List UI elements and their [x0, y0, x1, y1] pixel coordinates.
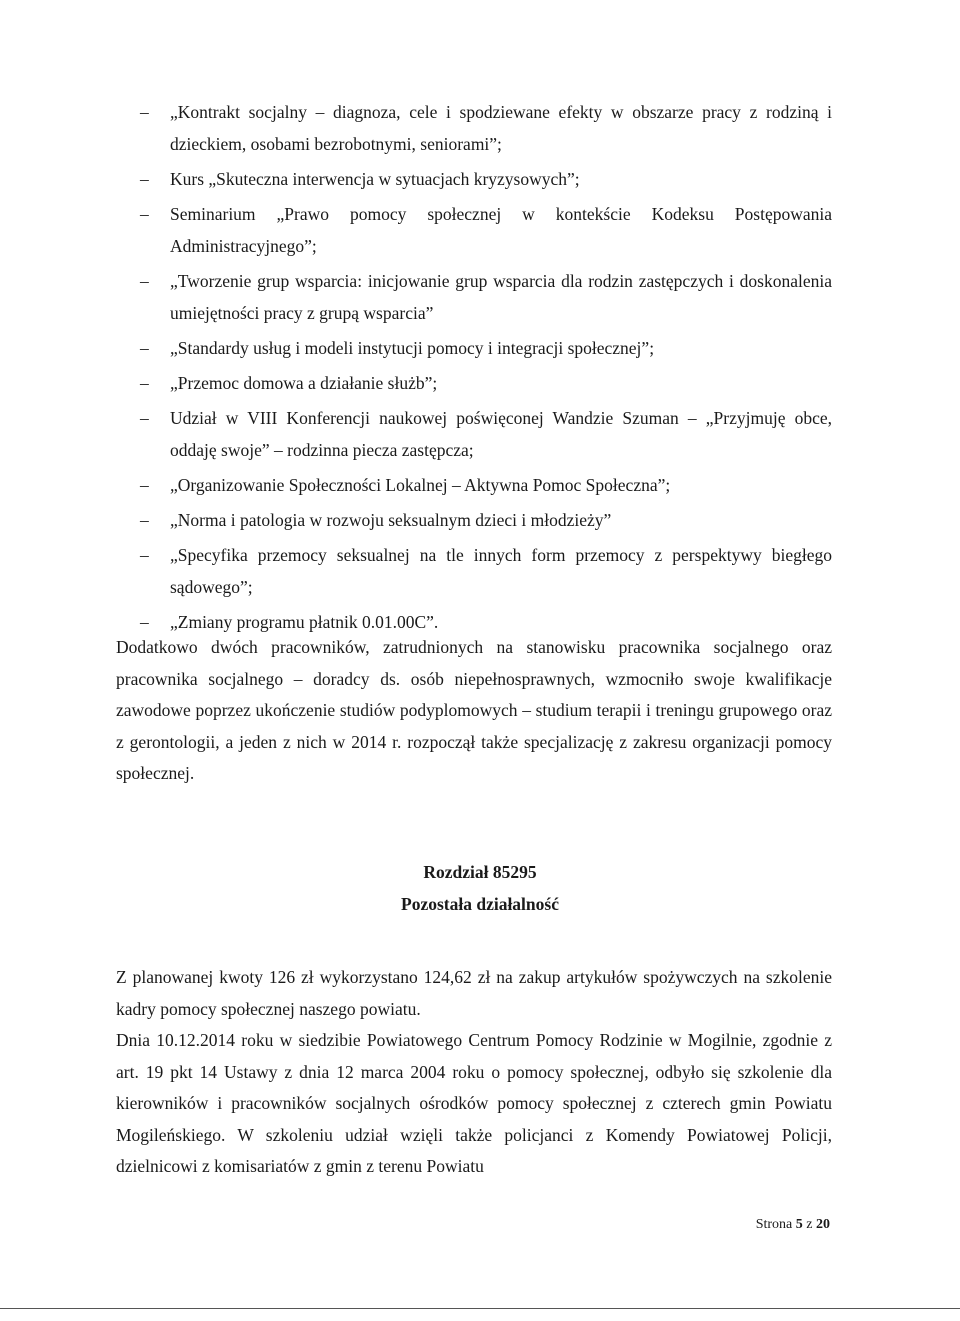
dash-bullet: –	[140, 408, 149, 428]
list-item-text: „Zmiany programu płatnik 0.01.00C”.	[170, 612, 439, 632]
list-item	[140, 198, 832, 262]
list-item-text: „Specyfika przemocy seksualnej na tle innych form przemocy z perspektywy biegłego sądowego”;	[170, 545, 832, 597]
list-item-text: Seminarium „Prawo pomocy społecznej w kontekście Kodeksu Postępowania Administracyjnego”;	[170, 204, 832, 256]
list-item-text: „Norma i patologia w rozwoju seksualnym dzieci i młodzieży”	[170, 510, 612, 530]
page-label: Strona	[755, 1217, 793, 1232]
dash-bullet: –	[140, 373, 149, 393]
section-title: Rozdział 85295	[423, 862, 537, 882]
dash-bullet: –	[140, 612, 149, 632]
list-item	[140, 332, 832, 364]
training-list	[140, 96, 832, 641]
bottom-rule	[0, 1308, 960, 1309]
dash-bullet: –	[140, 475, 149, 495]
dash-bullet: –	[140, 338, 149, 358]
list-item	[140, 539, 832, 603]
list-item-text: „Standardy usług i modeli instytucji pomocy i integracji społecznej”;	[170, 338, 655, 358]
page-current: 5	[795, 1217, 803, 1232]
list-item	[140, 163, 832, 195]
list-item	[140, 402, 832, 466]
list-item	[140, 96, 832, 160]
page-of: z	[806, 1217, 813, 1232]
list-item-text: „Przemoc domowa a działanie służb”;	[170, 373, 438, 393]
list-item-text: „Organizowanie Społeczności Lokalnej – Aktywna Pomoc Społeczna”;	[170, 475, 671, 495]
list-item	[140, 469, 832, 501]
dash-bullet: –	[140, 545, 149, 565]
list-item-text: „Tworzenie grup wsparcia: inicjowanie grup wsparcia dla rodzin zastępczych i doskonalenia umiejętności pracy z grupą wsparcia”	[170, 271, 832, 323]
paragraph-training: Dnia 10.12.2014 roku w siedzibie Powiatowego Centrum Pomocy Rodzinie w Mogilnie, zgodnie z art. 19 pkt 14 Ustawy z dnia 12 marca 2004 roku o pomocy społecznej, odbyło się szkolenie dla kierowników i pracowników socjalnych ośrodków pomocy społecznej z czterech gmin Powiatu Mogileńskiego. W szkoleniu udział wzięli także policjanci z Komendy Powiatowej Policji, dzielnicowi z komisariatów z gmin z terenu Powiatu	[116, 1030, 832, 1176]
paragraph-qualifications: Dodatkowo dwóch pracowników, zatrudnionych na stanowisku pracownika socjalnego oraz pracownika socjalnego – doradcy ds. osób niepełnosprawnych, wzmocniło swoje kwalifikacje zawodowe poprzez ukończenie studiów podyplomowych – studium terapii i treningu grupowego oraz z gerontologii, a jeden z nich w 2014 r. rozpoczął także specjalizację z zakresu organizacji pomocy społecznej.	[116, 637, 832, 783]
paragraph-budget: Z planowanej kwoty 126 zł wykorzystano 124,62 zł na zakup artykułów spożywczych na szkolenie kadry pomocy społecznej naszego powiatu.	[116, 967, 832, 1019]
dash-bullet: –	[140, 102, 149, 122]
list-item	[140, 265, 832, 329]
list-item	[140, 367, 832, 399]
dash-bullet: –	[140, 204, 149, 224]
section-subtitle: Pozostała działalność	[401, 894, 559, 914]
dash-bullet: –	[140, 271, 149, 291]
list-item-text: Kurs „Skuteczna interwencja w sytuacjach kryzysowych”;	[170, 169, 580, 189]
list-item	[140, 504, 832, 536]
list-item-text: Udział w VIII Konferencji naukowej poświęconej Wandzie Szuman – „Przyjmuję obce, oddaję swoje” – rodzinna piecza zastępcza;	[170, 408, 832, 460]
dash-bullet: –	[140, 510, 149, 530]
page-total: 20	[816, 1217, 830, 1232]
dash-bullet: –	[140, 169, 149, 189]
list-item-text: „Kontrakt socjalny – diagnoza, cele i spodziewane efekty w obszarze pracy z rodziną i dzieckiem, osobami bezrobotnymi, seniorami”;	[170, 102, 832, 154]
page-number	[756, 1217, 830, 1233]
